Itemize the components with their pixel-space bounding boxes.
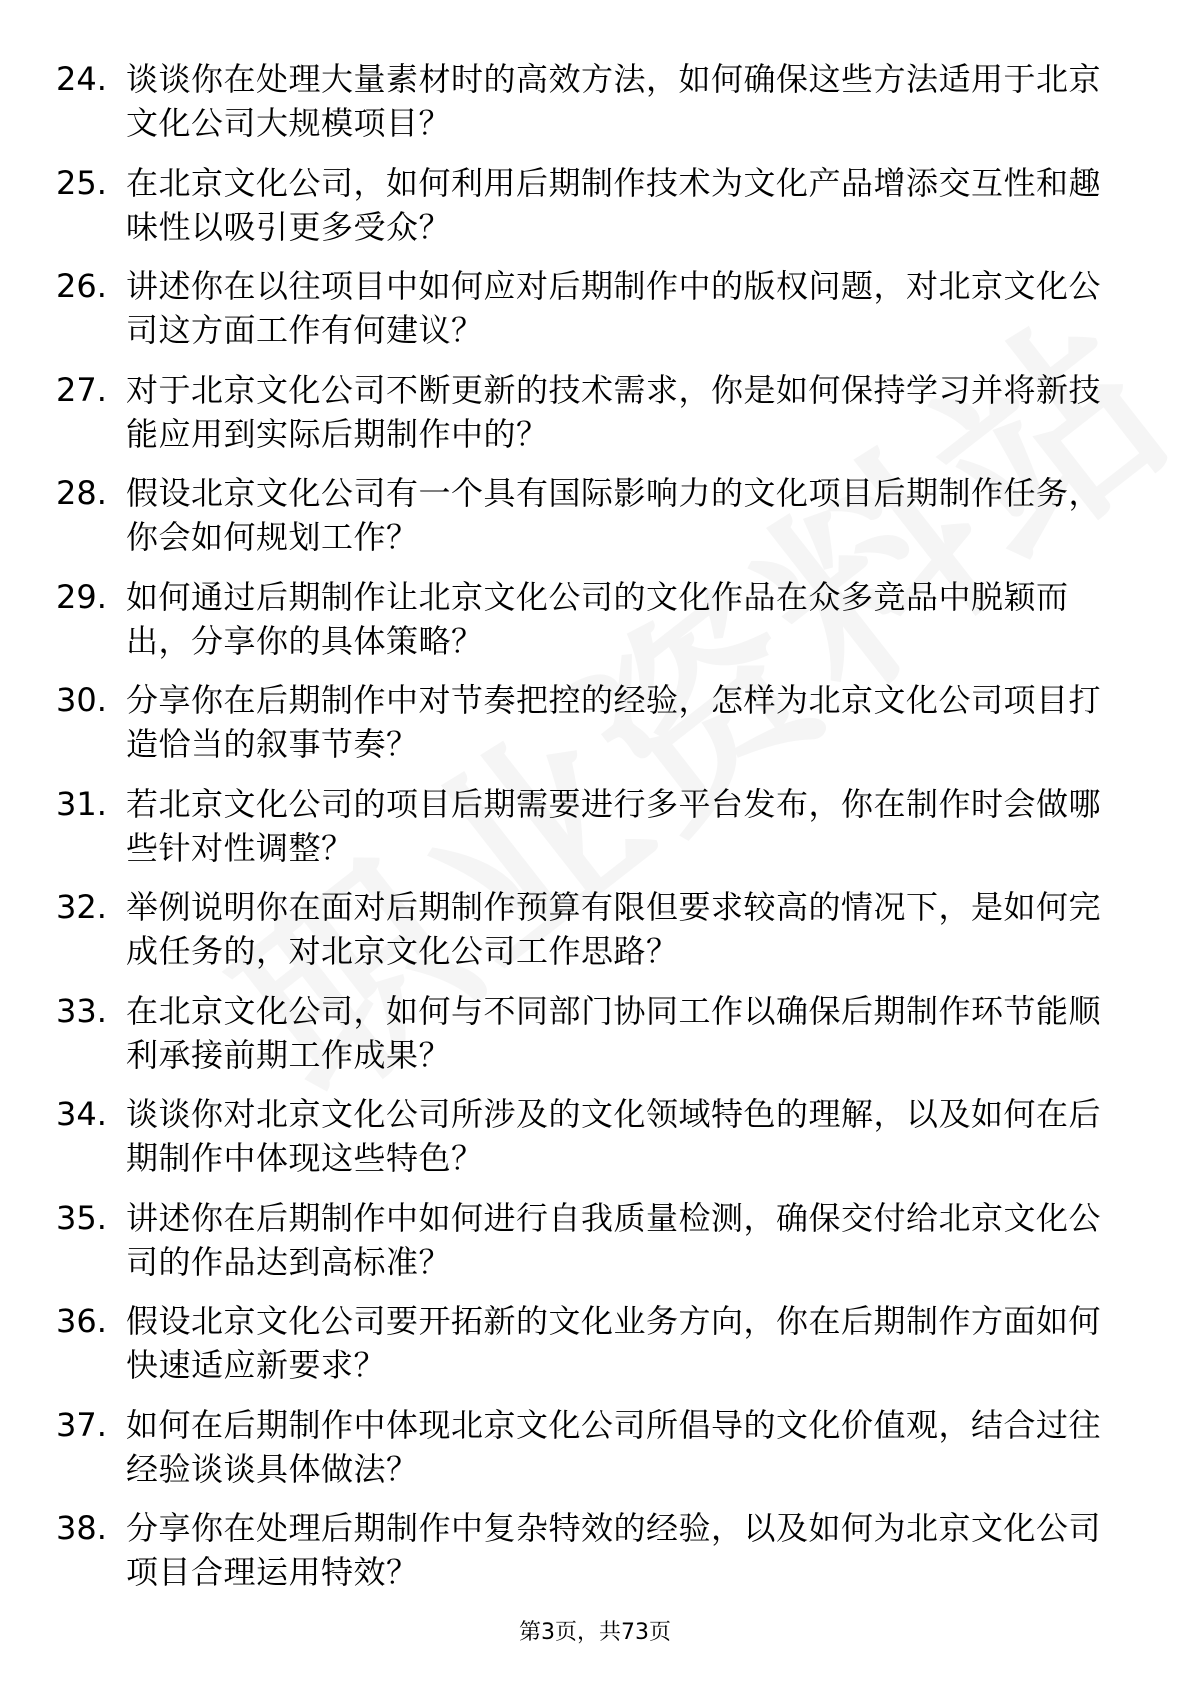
- question-text: 对于北京文化公司不断更新的技术需求，你是如何保持学习并将新技能应用到实际后期制作中的？: [126, 370, 1102, 453]
- question-text: 讲述你在以往项目中如何应对后期制作中的版权问题，对北京文化公司这方面工作有何建议？: [126, 267, 1102, 349]
- question-number: 37.: [56, 1405, 107, 1444]
- question-item: [0, 359, 1190, 463]
- question-text: 如何在后期制作中体现北京文化公司所倡导的文化价值观，结合过往经验谈谈具体做法？: [126, 1405, 1102, 1488]
- question-number: 28.: [56, 474, 107, 512]
- question-text: 在北京文化公司，如何利用后期制作技术为文化产品增添交互性和趣味性以吸引更多受众？: [126, 163, 1102, 246]
- question-text: 谈谈你在处理大量素材时的高效方法，如何确保这些方法适用于北京文化公司大规模项目？: [126, 60, 1102, 142]
- question-item: [0, 1187, 1190, 1291]
- question-text: 若北京文化公司的项目后期需要进行多平台发布，你在制作时会做哪些针对性调整？: [126, 784, 1102, 867]
- question-item: [0, 462, 1190, 566]
- question-number: 24.: [56, 60, 107, 98]
- question-number: 38.: [56, 1509, 107, 1547]
- question-item: [0, 1290, 1190, 1394]
- question-number: 31.: [56, 784, 107, 823]
- question-item: [0, 1497, 1190, 1601]
- question-text: 举例说明你在面对后期制作预算有限但要求较高的情况下，是如何完成任务的，对北京文化公司工作思路？: [126, 888, 1102, 970]
- question-text: 谈谈你对北京文化公司所涉及的文化领域特色的理解，以及如何在后期制作中体现这些特色？: [126, 1095, 1102, 1177]
- question-number: 26.: [56, 267, 107, 305]
- question-item: [0, 1394, 1190, 1498]
- question-item: [0, 980, 1190, 1084]
- question-item: [0, 255, 1190, 359]
- question-number: 32.: [56, 888, 107, 926]
- question-number: 35.: [56, 1198, 107, 1237]
- question-item: [0, 773, 1190, 877]
- question-number: 27.: [56, 370, 107, 409]
- question-text: 如何通过后期制作让北京文化公司的文化作品在众多竞品中脱颖而出，分享你的具体策略？: [126, 577, 1069, 660]
- question-item: [0, 876, 1190, 980]
- question-number: 36.: [56, 1302, 107, 1340]
- question-item: [0, 1083, 1190, 1187]
- question-text: 假设北京文化公司要开拓新的文化业务方向，你在后期制作方面如何快速适应新要求？: [126, 1302, 1102, 1384]
- question-item: [0, 48, 1190, 152]
- question-item: [0, 669, 1190, 773]
- question-number: 34.: [56, 1095, 107, 1133]
- question-number: 33.: [56, 991, 107, 1030]
- question-text: 讲述你在后期制作中如何进行自我质量检测，确保交付给北京文化公司的作品达到高标准？: [126, 1198, 1102, 1281]
- question-number: 25.: [56, 163, 107, 202]
- question-text: 假设北京文化公司有一个具有国际影响力的文化项目后期制作任务，你会如何规划工作？: [126, 474, 1102, 556]
- question-number: 30.: [56, 681, 107, 719]
- page-number-footer: 第3页，共73页: [519, 1620, 671, 1645]
- question-list: [0, 48, 1190, 1601]
- question-text: 在北京文化公司，如何与不同部门协同工作以确保后期制作环节能顺利承接前期工作成果？: [126, 991, 1102, 1074]
- question-text: 分享你在后期制作中对节奏把控的经验，怎样为北京文化公司项目打造恰当的叙事节奏？: [126, 681, 1102, 763]
- question-item: [0, 566, 1190, 670]
- question-text: 分享你在处理后期制作中复杂特效的经验，以及如何为北京文化公司项目合理运用特效？: [126, 1509, 1102, 1591]
- question-number: 29.: [56, 577, 107, 616]
- question-item: [0, 152, 1190, 256]
